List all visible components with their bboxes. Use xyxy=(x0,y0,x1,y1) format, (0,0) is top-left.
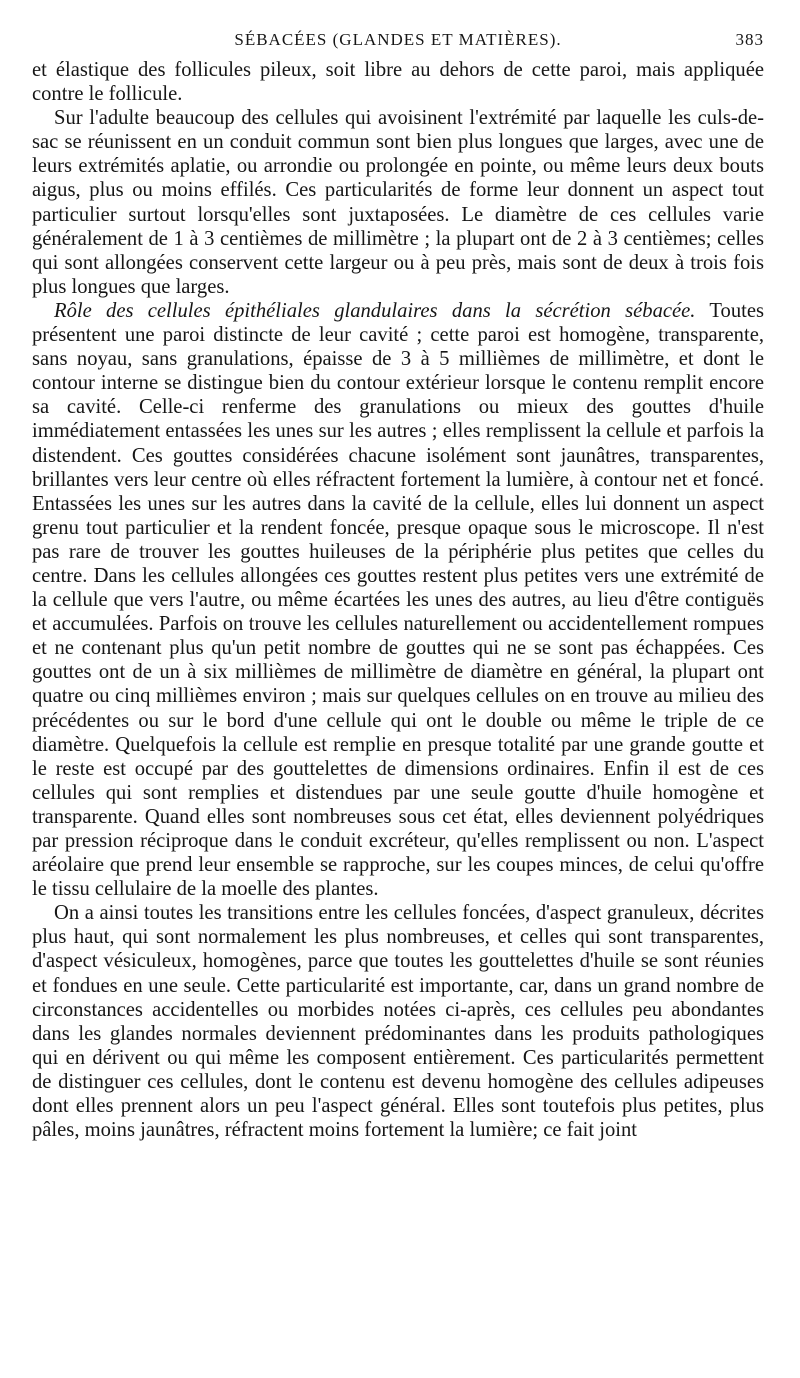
paragraph-continuation: et élastique des follicules pileux, soit libre au dehors de cette paroi, mais appliquée contre le follicule. xyxy=(32,59,764,106)
body-text xyxy=(32,58,764,1142)
paragraph-secretion-role xyxy=(32,299,764,901)
running-head xyxy=(32,18,764,58)
page-number: 383 xyxy=(735,30,764,49)
paragraph-adult-cells: Sur l'adulte beaucoup des cellules qui avoisinent l'extrémité par laquelle les culs-de-sac se réunissent en un conduit commun sont bien plus longues que larges, avec une de leurs extrémités aplatie, ou arrondie ou prolongée en pointe, ou même leurs deux bouts aigus, plus ou moins effilés. Ces particularités de forme leur donnent un aspect tout particulier surtout lorsqu'elles sont juxtaposées. Le diamètre de ces cellules varie généralement de 1 à 3 centièmes de millimètre ; la plupart ont de 2 à 3 centièmes; celles qui sont allongées conservent cette largeur ou à peu près, mais sont de deux à trois fois plus longues que larges. xyxy=(32,107,764,298)
running-title: SÉBACÉES (GLANDES ET MATIÈRES). xyxy=(234,30,562,49)
section-text: Toutes présentent une paroi distincte de leur cavité ; cette paroi est homogène, transparente, sans noyau, sans granulations, épaisse de 3 à 5 millièmes de millimètre, et dont le contour interne se distingue bien du contour extérieur lorsque le contenu remplit encore sa cavité. Celle-ci renferme des granulations ou mieux des gouttes d'huile immédiatement entassées les unes sur les autres ; elles remplissent la cellule et parfois la distendent. Ces gouttes considérées chacune isolément sont jaunâtres, transparentes, brillantes vers leur centre où elles réfractent fortement la lumière, à contour net et foncé. Entassées les unes sur les autres dans la cavité de la cellule, elles lui donnent un aspect grenu tout particulier et la rendent foncée, presque opaque sous le microscope. Il n'est pas rare de trouver les gouttes huileuses de la périphérie plus petites que celles du centre. Dans les cellules allongées ces gouttes restent plus petites vers une extrémité de la cellule que vers l'autre, ou même écartées les unes des autres, au lieu d'être contiguës et accumulées. Parfois on trouve les cellules naturellement ou accidentellement rompues et ne contenant plus qu'un petit nombre de gouttes qui ne se sont pas échappées. Ces gouttes ont de un à six millièmes de millimètre de diamètre en général, la plupart ont quatre ou cinq millièmes environ ; mais sur quelques cellules on en trouve au milieu des précédentes ou sur le bord d'une cellule qui ont le double ou même le triple de ce diamètre. Quelquefois la cellule est remplie en presque totalité par une grande goutte et le reste est occupé par des gouttelettes de dimensions ordinaires. Enfin il est de ces cellules qui sont remplies et distendues par une seule goutte d'huile homogène et transparente. Quand elles sont nombreuses sous cet état, elles deviennent polyédriques par pression réciproque dans le conduit excréteur, qu'elles remplissent ou non. L'aspect aréolaire que prend leur ensemble se rapproche, sur les coupes minces, de celui qu'offre le tissu cellulaire de la moelle des plantes. xyxy=(32,299,765,901)
section-heading: Rôle des cellules épithéliales glandulaires dans la sécrétion sébacée. xyxy=(54,299,696,322)
paragraph-transitions: On a ainsi toutes les transitions entre les cellules foncées, d'aspect granuleux, décrites plus haut, qui sont normalement les plus nombreuses, et celles qui sont transparentes, d'aspect vésiculeux, homogènes, parce que toutes les gouttelettes d'huile se sont réunies et fondues en une seule. Cette particularité est importante, car, dans un grand nombre de circonstances accidentelles ou morbides notées ci-après, ces cellules peu abondantes dans les glandes normales deviennent prédominantes dans les produits pathologiques qui en dérivent ou qui même les composent entièrement. Ces particularités permettent de distinguer ces cellules, dont le contenu est devenu homogène des cellules adipeuses dont elles prennent alors un peu l'aspect général. Elles sont toutefois plus petites, plus pâles, moins jaunâtres, réfractent moins fortement la lumière; ce fait joint xyxy=(32,902,764,1142)
